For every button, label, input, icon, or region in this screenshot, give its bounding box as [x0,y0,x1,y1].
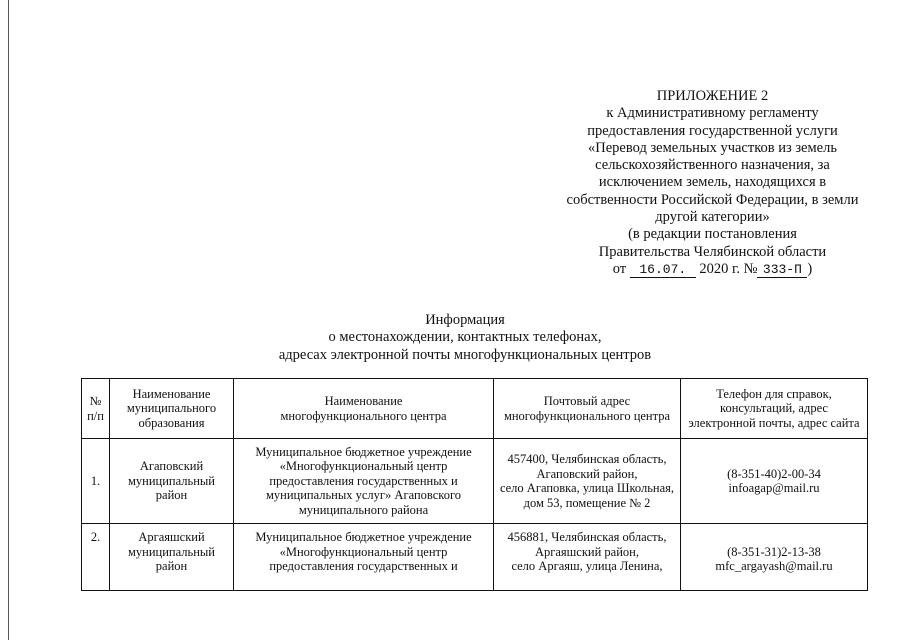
info-subtitle-line: адресах электронной почты многофункциональных центров [278,346,652,363]
info-subtitle-line: о местонахождении, контактных телефонах, [328,329,602,346]
row-municipality: Аргаяшский муниципальный район [110,524,234,591]
row-municipality: Агаповский муниципальный район [110,439,234,524]
table-row [82,524,868,591]
appendix-date-line [540,261,885,278]
info-title-line: Информация [425,312,505,328]
row-contacts [681,439,868,524]
row-number: 2. [82,524,110,591]
number-value: 333-П [762,261,802,277]
email-address: infoagap@mail.ru [728,481,820,495]
appendix-line: сельскохозяйственного назначения, за [595,157,830,174]
appendix-line: (в редакции постановления [628,226,797,243]
date-value: 16.07. [639,261,687,277]
appendix-line: Правительства Челябинской области [598,243,827,260]
appendix-line: собственности Российской Федерации, в земли [566,191,859,208]
table-header-row [82,379,868,439]
closing-paren: ) [807,260,813,277]
row-center-name: Муниципальное бюджетное учреждение «Многофункциональный центр предоставления государственных и муниципальных услуг» Агаповского муниципального района [234,439,494,524]
appendix-line: другой категории» [655,209,770,226]
phone-number: (8-351-40)2-00-34 [727,466,821,481]
appendix-line: к Административному регламенту [606,105,819,122]
date-field [630,262,696,278]
mfc-table [81,378,868,591]
appendix-line: исключением земель, находящихся в [598,174,827,191]
appendix-line: предоставления государственной услуги [587,122,838,139]
row-postal-address: 457400, Челябинская область, Агаповский район, село Агаповка, улица Школьная, дом 53, помещение № 2 [494,439,681,524]
email-address: mfc_argayash@mail.ru [715,559,833,573]
number-field [757,262,807,278]
page-left-edge-line [8,0,9,640]
row-contacts [681,524,868,591]
header-municipality: Наименование муниципального образования [110,379,234,439]
phone-number: (8-351-31)2-13-38 [727,544,821,559]
appendix-title: ПРИЛОЖЕНИЕ 2 [656,88,769,104]
header-center-name: Наименование многофункционального центра [234,379,494,439]
appendix-header [540,88,885,278]
row-postal-address: 456881, Челябинская область, Аргаяшский район, село Аргаяш, улица Ленина, [494,524,681,591]
row-center-name: Муниципальное бюджетное учреждение «Многофункциональный центр предоставления государственных и [234,524,494,591]
header-postal-address: Почтовый адрес многофункционального центра [494,379,681,439]
row-number: 1. [82,439,110,524]
header-number: № п/п [82,379,110,439]
date-prefix: от [612,260,627,277]
table-row [82,439,868,524]
appendix-line: «Перевод земельных участков из земель [588,139,837,156]
header-contacts: Телефон для справок, консультаций, адрес электронной почты, адрес сайта [681,379,868,439]
year-text: 2020 г. № [699,260,758,277]
info-title [240,312,690,364]
